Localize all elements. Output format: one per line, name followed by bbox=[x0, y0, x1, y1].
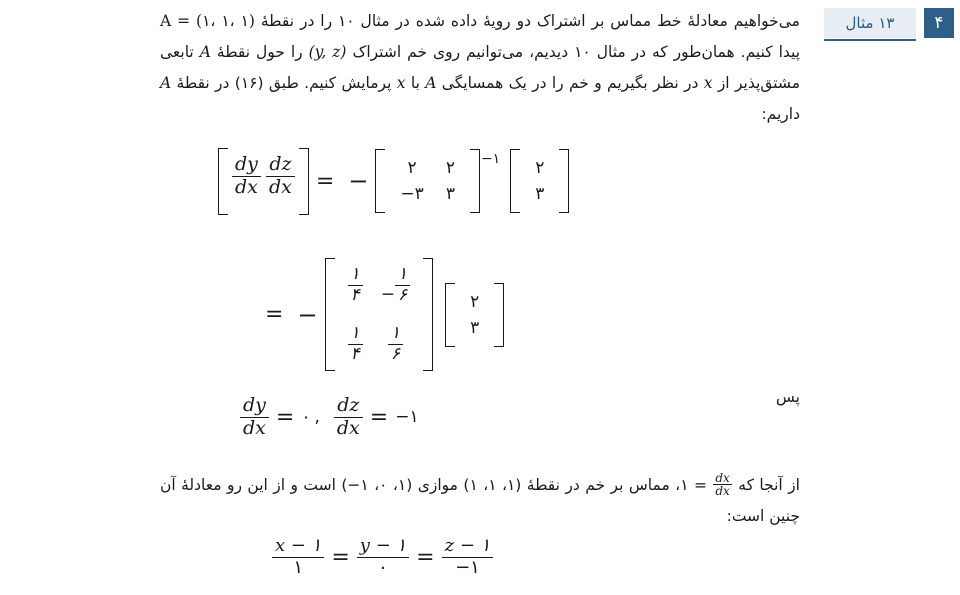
equation-inverse-computed bbox=[258, 258, 504, 371]
eq1-matrix-grid bbox=[389, 155, 466, 207]
bracket-left bbox=[325, 258, 335, 371]
eq3-dy-dx: $\frac{dy}{dx}$ bbox=[240, 395, 269, 440]
eq2-matrix-grid bbox=[339, 264, 420, 365]
p2-text-2: = ۱، مماس بر خم در نقطهٔ (۱، ۱، ۱) موازی (۱، ۰، ۱−) است و از این رو معادلهٔ آن چنین است: bbox=[160, 476, 800, 525]
bracket-right bbox=[494, 283, 504, 347]
eq2-cell-10: $\frac{۱}{۴}$ bbox=[348, 324, 363, 364]
connector-word: پس bbox=[775, 388, 800, 406]
eq2-cell-00: $\frac{۱}{۴}$ bbox=[348, 265, 363, 305]
table-row: ۳ bbox=[535, 184, 545, 205]
eq2-vector-grid bbox=[459, 289, 490, 341]
p1-text-1: می‌خواهیم معادلهٔ خط مماس بر اشتراک دو رویهٔ داده شده در مثال ۱۰ را در نقطهٔ bbox=[254, 12, 800, 30]
equation-symmetric-line bbox=[272, 536, 493, 578]
equation-derivative-matrix-inverse bbox=[218, 148, 569, 215]
bracket-right bbox=[559, 149, 569, 213]
p1-yz: (y, z) bbox=[308, 43, 347, 61]
eq1-matrix bbox=[375, 149, 480, 213]
p1-a-3: A bbox=[160, 74, 172, 92]
table-row: ۳ bbox=[470, 317, 480, 338]
eq2-vector bbox=[445, 283, 504, 347]
p1-a-1: A bbox=[199, 43, 211, 61]
eq3-value-right: −۱ bbox=[395, 407, 419, 428]
bracket-right bbox=[423, 258, 433, 371]
p2-inline-fraction: $\frac{dx}{dx}$ bbox=[715, 470, 730, 499]
header-underline bbox=[824, 39, 916, 41]
bracket-right bbox=[470, 149, 480, 213]
eq1-equals: = bbox=[315, 168, 335, 194]
conclusion-paragraph bbox=[160, 470, 800, 532]
eq3-value-left: ۰ bbox=[301, 407, 311, 428]
p1-text-8: داریم: bbox=[761, 105, 800, 123]
eq1-rhs-vector bbox=[510, 149, 569, 213]
p1-x-2: x bbox=[396, 74, 406, 92]
table-row bbox=[339, 264, 420, 306]
bracket-left bbox=[218, 148, 228, 215]
eq4-equals-1: = bbox=[331, 544, 350, 570]
p1-text-5: در نظر بگیریم و خم را در یک همسایگی bbox=[436, 74, 704, 92]
eq3-dz-dx: $\frac{dz}{dx}$ bbox=[334, 395, 363, 440]
eq1-vector-grid bbox=[524, 155, 555, 207]
eq1-minus: − bbox=[348, 167, 369, 196]
p1-text-4: تابعی مشتق‌پذیر از bbox=[160, 43, 800, 92]
table-row: ۲ bbox=[470, 291, 480, 312]
p1-text-2: پیدا کنیم. همان‌طور که در مثال ۱۰ دیدیم، می‌توانیم روی خم اشتراک bbox=[346, 43, 801, 61]
section-label: ۱۳ مثال bbox=[824, 8, 916, 38]
eq3-comma: , bbox=[314, 407, 320, 428]
eq1-exponent: −۱ bbox=[480, 151, 501, 168]
intro-paragraph bbox=[160, 6, 800, 130]
p1-point-a: A = (۱، ۱، ۱) bbox=[160, 12, 255, 30]
bracket-right bbox=[299, 148, 309, 215]
p1-a-2: A bbox=[425, 74, 437, 92]
eq1-matrix-group bbox=[375, 149, 500, 213]
bracket-left bbox=[375, 149, 385, 213]
p1-x-1: x bbox=[703, 74, 713, 92]
table-row: −۳ ۳ bbox=[400, 184, 455, 205]
table-row bbox=[339, 306, 420, 365]
equation-derivative-values bbox=[240, 395, 419, 440]
p1-text-6: با bbox=[405, 74, 426, 92]
eq4-term-2: $\frac{y - ۱}{۰}$ bbox=[357, 536, 409, 578]
eq2-minus: − bbox=[297, 300, 318, 329]
eq1-dz-dx: $\frac{dz}{dx}$ bbox=[266, 154, 295, 199]
eq2-matrix bbox=[325, 258, 434, 371]
eq4-term-3: $\frac{z - ۱}{-۱}$ bbox=[442, 536, 494, 578]
p1-text-7: پرمایش کنیم. طبق (۱۶) در نقطهٔ bbox=[171, 74, 397, 92]
eq2-cell-01-sign: − bbox=[380, 284, 395, 305]
eq1-lhs-vector bbox=[218, 148, 309, 215]
p1-text-3: را حول نقطهٔ bbox=[210, 43, 309, 61]
eq2-equals: = bbox=[265, 302, 284, 328]
eq1-dy-dx: $\frac{dy}{dx}$ bbox=[232, 154, 261, 199]
eq3-equals-right: = bbox=[369, 404, 389, 430]
eq4-term-1: $\frac{x - ۱}{۱}$ bbox=[272, 536, 324, 578]
bracket-left bbox=[445, 283, 455, 347]
eq3-equals-left: = bbox=[275, 404, 295, 430]
page-number-badge: ۴ bbox=[924, 8, 954, 38]
table-row: ۲ ۲ bbox=[407, 158, 455, 179]
eq4-equals-2: = bbox=[416, 544, 435, 570]
p2-text-1: از آنجا که bbox=[732, 476, 800, 494]
bracket-left bbox=[510, 149, 520, 213]
table-row: ۲ bbox=[535, 158, 545, 179]
eq2-cell-11: $\frac{۱}{۶}$ bbox=[388, 324, 403, 364]
eq2-cell-01: $\frac{۱}{۶}$ bbox=[395, 265, 410, 305]
